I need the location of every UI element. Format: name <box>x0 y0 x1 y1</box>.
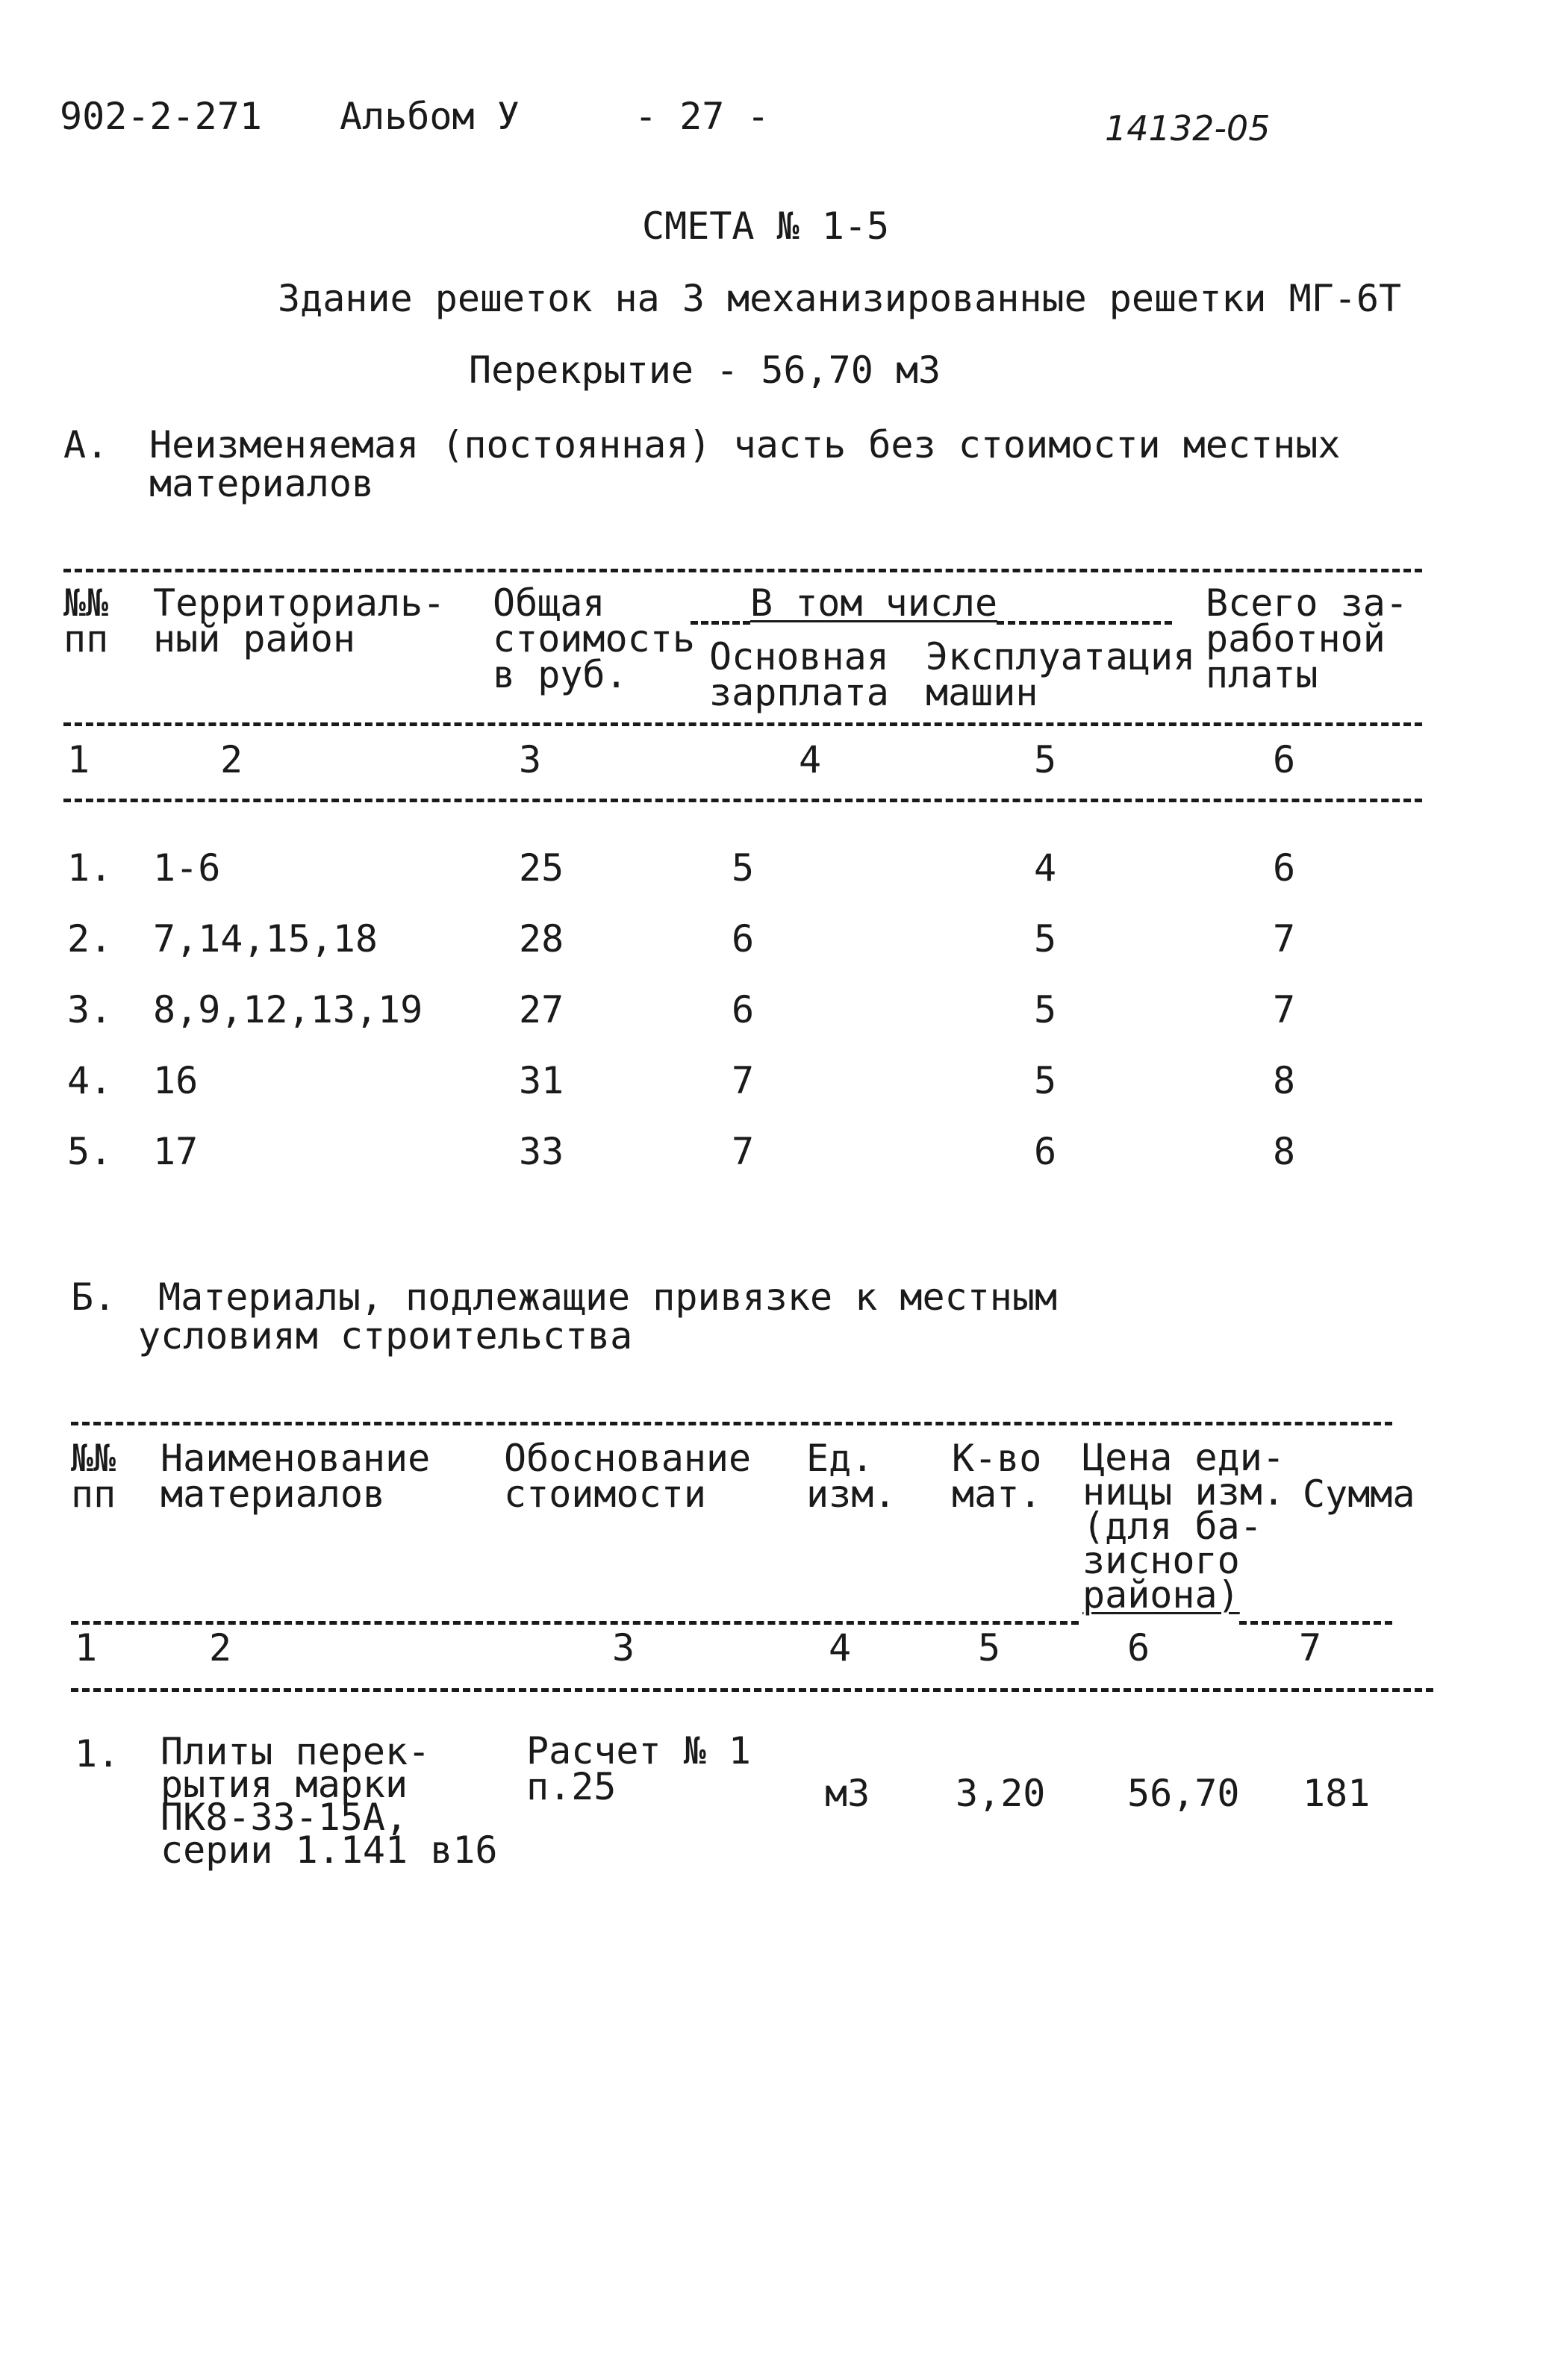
row-total-salary: 6 <box>1273 846 1296 890</box>
row-cost-basis: Расчет № 1 п.25 <box>526 1729 752 1808</box>
table-b-colnum-rule <box>71 1688 1433 1692</box>
row-number: 1. <box>67 846 113 890</box>
table-a-colnum-6: 6 <box>1273 738 1296 781</box>
page-number: - 27 - <box>635 95 770 138</box>
table-b-header-rule-left <box>71 1621 1079 1625</box>
document-code: 902-2-271 <box>60 95 262 138</box>
row-district: 1-6 <box>153 846 221 890</box>
table-b-colnum-3: 3 <box>612 1626 635 1670</box>
table-a-colnum-rule <box>63 799 1422 802</box>
table-a-top-rule <box>63 569 1422 572</box>
row-district: 17 <box>153 1130 199 1173</box>
table-b-header-name: Наименование материалов <box>161 1437 431 1516</box>
row-total-salary: 7 <box>1273 917 1296 961</box>
row-machines: 5 <box>1034 1059 1057 1102</box>
table-b-header-basis: Обоснование стоимости <box>504 1437 752 1516</box>
table-a-header-machines: Эксплуатация машин <box>926 635 1196 714</box>
table-b-colnum-5: 5 <box>978 1626 1001 1670</box>
table-b-header-sum: Сумма <box>1303 1472 1415 1516</box>
row-total-cost: 25 <box>519 846 564 890</box>
building-title: Здание решеток на 3 механизированные решетки МГ-6Т <box>278 277 1402 320</box>
estimate-title: СМЕТА № 1-5 <box>642 204 890 248</box>
table-a-header-total-salary: Всего за- работной платы <box>1206 581 1408 696</box>
row-number: 5. <box>67 1130 113 1173</box>
table-b-header-num: №№ пп <box>71 1437 116 1516</box>
table-a-header-rule <box>63 722 1422 726</box>
table-a-colnum-4: 4 <box>799 738 822 781</box>
row-district: 16 <box>153 1059 199 1102</box>
table-b-header-rule-right <box>1239 1621 1392 1625</box>
section-a-letter: А. <box>63 423 109 466</box>
table-b-colnum-6: 6 <box>1127 1626 1150 1670</box>
row-number: 2. <box>67 917 113 961</box>
including-rule-left <box>691 621 750 625</box>
table-a-header-total-cost: Общая стоимость в руб. <box>493 581 695 696</box>
row-sum: 181 <box>1303 1772 1371 1815</box>
section-a-text-line1: Неизменяемая (постоянная) часть без стоимости местных <box>149 423 1341 466</box>
row-machines: 4 <box>1034 846 1057 890</box>
table-a-header-num: №№ пп <box>63 581 109 660</box>
album-label: Альбом У <box>340 95 520 138</box>
row-unit-price: 56,70 <box>1127 1772 1240 1815</box>
table-b-colnum-7: 7 <box>1299 1626 1322 1670</box>
row-machines: 6 <box>1034 1130 1057 1173</box>
table-a-header-including: В том числе <box>750 581 998 625</box>
row-number: 3. <box>67 988 113 1031</box>
section-b-letter: Б. <box>71 1275 116 1319</box>
row-total-salary: 7 <box>1273 988 1296 1031</box>
table-b-colnum-1: 1 <box>75 1626 98 1670</box>
table-a-header-main-salary: Основная зарплата <box>709 635 889 714</box>
row-main-salary: 7 <box>732 1059 755 1102</box>
row-number: 4. <box>67 1059 113 1102</box>
row-quantity: 3,20 <box>956 1772 1046 1815</box>
table-b-top-rule <box>71 1422 1392 1425</box>
table-b-header-unit: Ед. изм. <box>806 1437 897 1516</box>
row-unit: м3 <box>825 1772 870 1815</box>
section-a-text-line2: материалов <box>149 462 375 505</box>
row-district: 7,14,15,18 <box>153 917 378 961</box>
section-b-text-line1: Материалы, подлежащие привязке к местным <box>158 1275 1058 1319</box>
table-a-colnum-2: 2 <box>220 738 243 781</box>
row-main-salary: 6 <box>732 988 755 1031</box>
table-b-colnum-4: 4 <box>829 1626 852 1670</box>
row-machines: 5 <box>1034 917 1057 961</box>
table-b-header-qty: К-во мат. <box>952 1437 1042 1516</box>
handwritten-note: 14132-05 <box>1105 108 1271 149</box>
row-total-cost: 33 <box>519 1130 564 1173</box>
table-b-header-price: Цена еди- ницы изм. (для ба- зисного района) <box>1082 1436 1285 1617</box>
section-b-text-line2: условиям строительства <box>138 1314 633 1358</box>
row-total-salary: 8 <box>1273 1059 1296 1102</box>
row-machines: 5 <box>1034 988 1057 1031</box>
row-material-name: Плиты перек- рытия марки ПК8-33-15А, серии 1.141 в16 <box>161 1730 498 1872</box>
table-b-colnum-2: 2 <box>209 1626 232 1670</box>
including-rule-right <box>997 621 1172 625</box>
row-number: 1. <box>75 1732 120 1775</box>
row-total-cost: 27 <box>519 988 564 1031</box>
row-total-cost: 28 <box>519 917 564 961</box>
item-title: Перекрытие - 56,70 м3 <box>469 349 941 392</box>
table-a-colnum-1: 1 <box>67 738 90 781</box>
row-district: 8,9,12,13,19 <box>153 988 423 1031</box>
table-a-header-district: Территориаль- ный район <box>153 581 446 660</box>
row-main-salary: 7 <box>732 1130 755 1173</box>
table-a-colnum-3: 3 <box>519 738 542 781</box>
row-total-salary: 8 <box>1273 1130 1296 1173</box>
row-main-salary: 6 <box>732 917 755 961</box>
row-total-cost: 31 <box>519 1059 564 1102</box>
row-main-salary: 5 <box>732 846 755 890</box>
table-a-colnum-5: 5 <box>1034 738 1057 781</box>
